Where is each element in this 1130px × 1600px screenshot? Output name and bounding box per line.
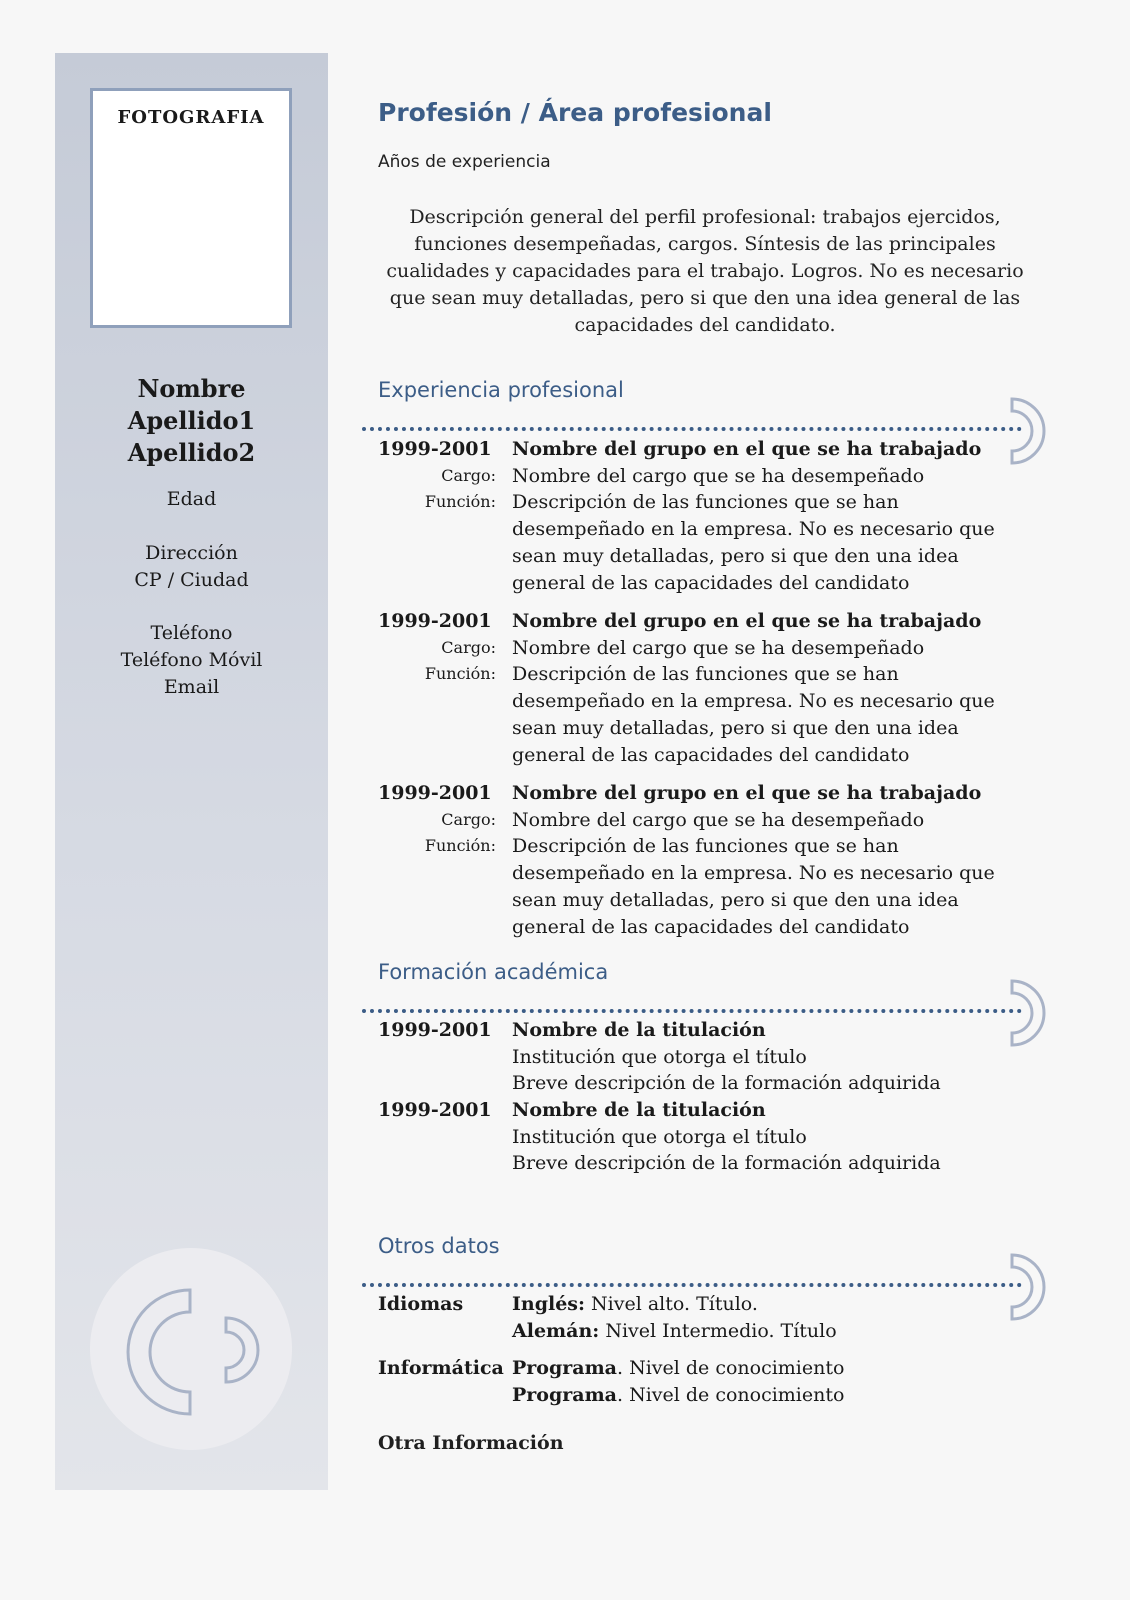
experience-entry [378,608,1058,768]
entry-group: Nombre del grupo en el que se ha trabajado [512,610,982,632]
section-divider [362,427,1022,431]
entry-position: Nombre del cargo que se ha desempeñado [512,636,925,659]
section-title-other: Otros datos [378,1234,500,1258]
education-description: Breve descripción de la formación adquirida [512,1152,941,1175]
it-label: Informática [378,1357,504,1379]
program-name: Programa [512,1357,617,1379]
address-line: Dirección [145,542,238,564]
sidebar [55,53,328,1490]
program-name: Programa [512,1383,617,1406]
it-skills-block [378,1355,1058,1408]
entry-description: Descripción de las funciones que se han desempeñado en la empresa. No es necesario que sean muy detalladas, pero si que den una idea general de las capacidades del candidato [512,491,995,594]
entry-years: 1999-2001 [378,1019,492,1041]
program-level: . Nivel de conocimiento [617,1383,845,1406]
language-name: Alemán: [512,1319,600,1342]
years-experience: Años de experiencia [378,152,551,172]
mobile-phone: Teléfono Móvil [120,649,263,671]
language-name: Inglés: [512,1293,586,1315]
candidate-name [55,373,328,469]
education-entry [378,1017,1058,1097]
cargo-label: Cargo: [441,637,496,657]
experience-entry [378,436,1058,596]
logo [90,1248,292,1450]
institution: Institución que otorga el título [512,1125,807,1148]
languages-block [378,1291,1058,1344]
other-info-label: Otra Información [378,1432,564,1454]
profile-summary: Descripción general del perfil profesional: trabajos ejercidos, funciones desempeñadas, cargos. Síntesis de las principales cualidades y capacidades para el trabajo. Logros. No es necesario que sean muy detalladas, pero si que den una idea general de las capacidades del candidato. [386,206,1024,336]
phone: Teléfono [150,622,233,644]
funcion-label: Función: [424,836,496,856]
entry-years: 1999-2001 [378,438,492,460]
section-divider [362,1009,1022,1013]
program-level: . Nivel de conocimiento [617,1357,845,1379]
degree-name: Nombre de la titulación [512,1099,766,1121]
entry-description: Descripción de las funciones que se han desempeñado en la empresa. No es necesario que sean muy detalladas, pero si que den una idea general de las capacidades del candidato [512,663,995,766]
funcion-label: Función: [424,664,496,684]
entry-years: 1999-2001 [378,610,492,632]
surname-1: Apellido1 [127,406,256,435]
cargo-label: Cargo: [441,465,496,485]
cargo-label: Cargo: [441,809,496,829]
experience-entry [378,780,1058,940]
funcion-label: Función: [424,492,496,512]
section-divider [362,1283,1022,1287]
institution: Institución que otorga el título [512,1045,807,1068]
entry-position: Nombre del cargo que se ha desempeñado [512,808,925,831]
education-entry [378,1097,1058,1177]
entry-group: Nombre del grupo en el que se ha trabajado [512,438,982,460]
language-level: Nivel Intermedio. Título [599,1319,837,1342]
first-name: Nombre [137,374,246,403]
address [55,540,328,594]
education-description: Breve descripción de la formación adquirida [512,1072,941,1095]
city-line: CP / Ciudad [134,569,249,591]
entry-position: Nombre del cargo que se ha desempeñado [512,464,925,487]
email: Email [163,676,220,698]
photo-label: FOTOGRAFIA [117,107,265,128]
photo-placeholder[interactable] [90,88,292,328]
section-title-experience: Experiencia profesional [378,378,624,402]
entry-years: 1999-2001 [378,782,492,804]
age: Edad [166,488,217,510]
languages-label: Idiomas [378,1293,464,1315]
contact [55,620,328,701]
entry-group: Nombre del grupo en el que se ha trabajado [512,782,982,804]
entry-years: 1999-2001 [378,1099,492,1121]
section-title-education: Formación académica [378,960,609,984]
entry-description: Descripción de las funciones que se han desempeñado en la empresa. No es necesario que sean muy detalladas, pero si que den una idea general de las capacidades del candidato [512,835,995,938]
language-level: Nivel alto. Título. [585,1293,758,1315]
profession-title: Profesión / Área profesional [378,98,772,127]
surname-2: Apellido2 [127,438,256,467]
degree-name: Nombre de la titulación [512,1019,766,1041]
logo-icon [90,1248,292,1450]
